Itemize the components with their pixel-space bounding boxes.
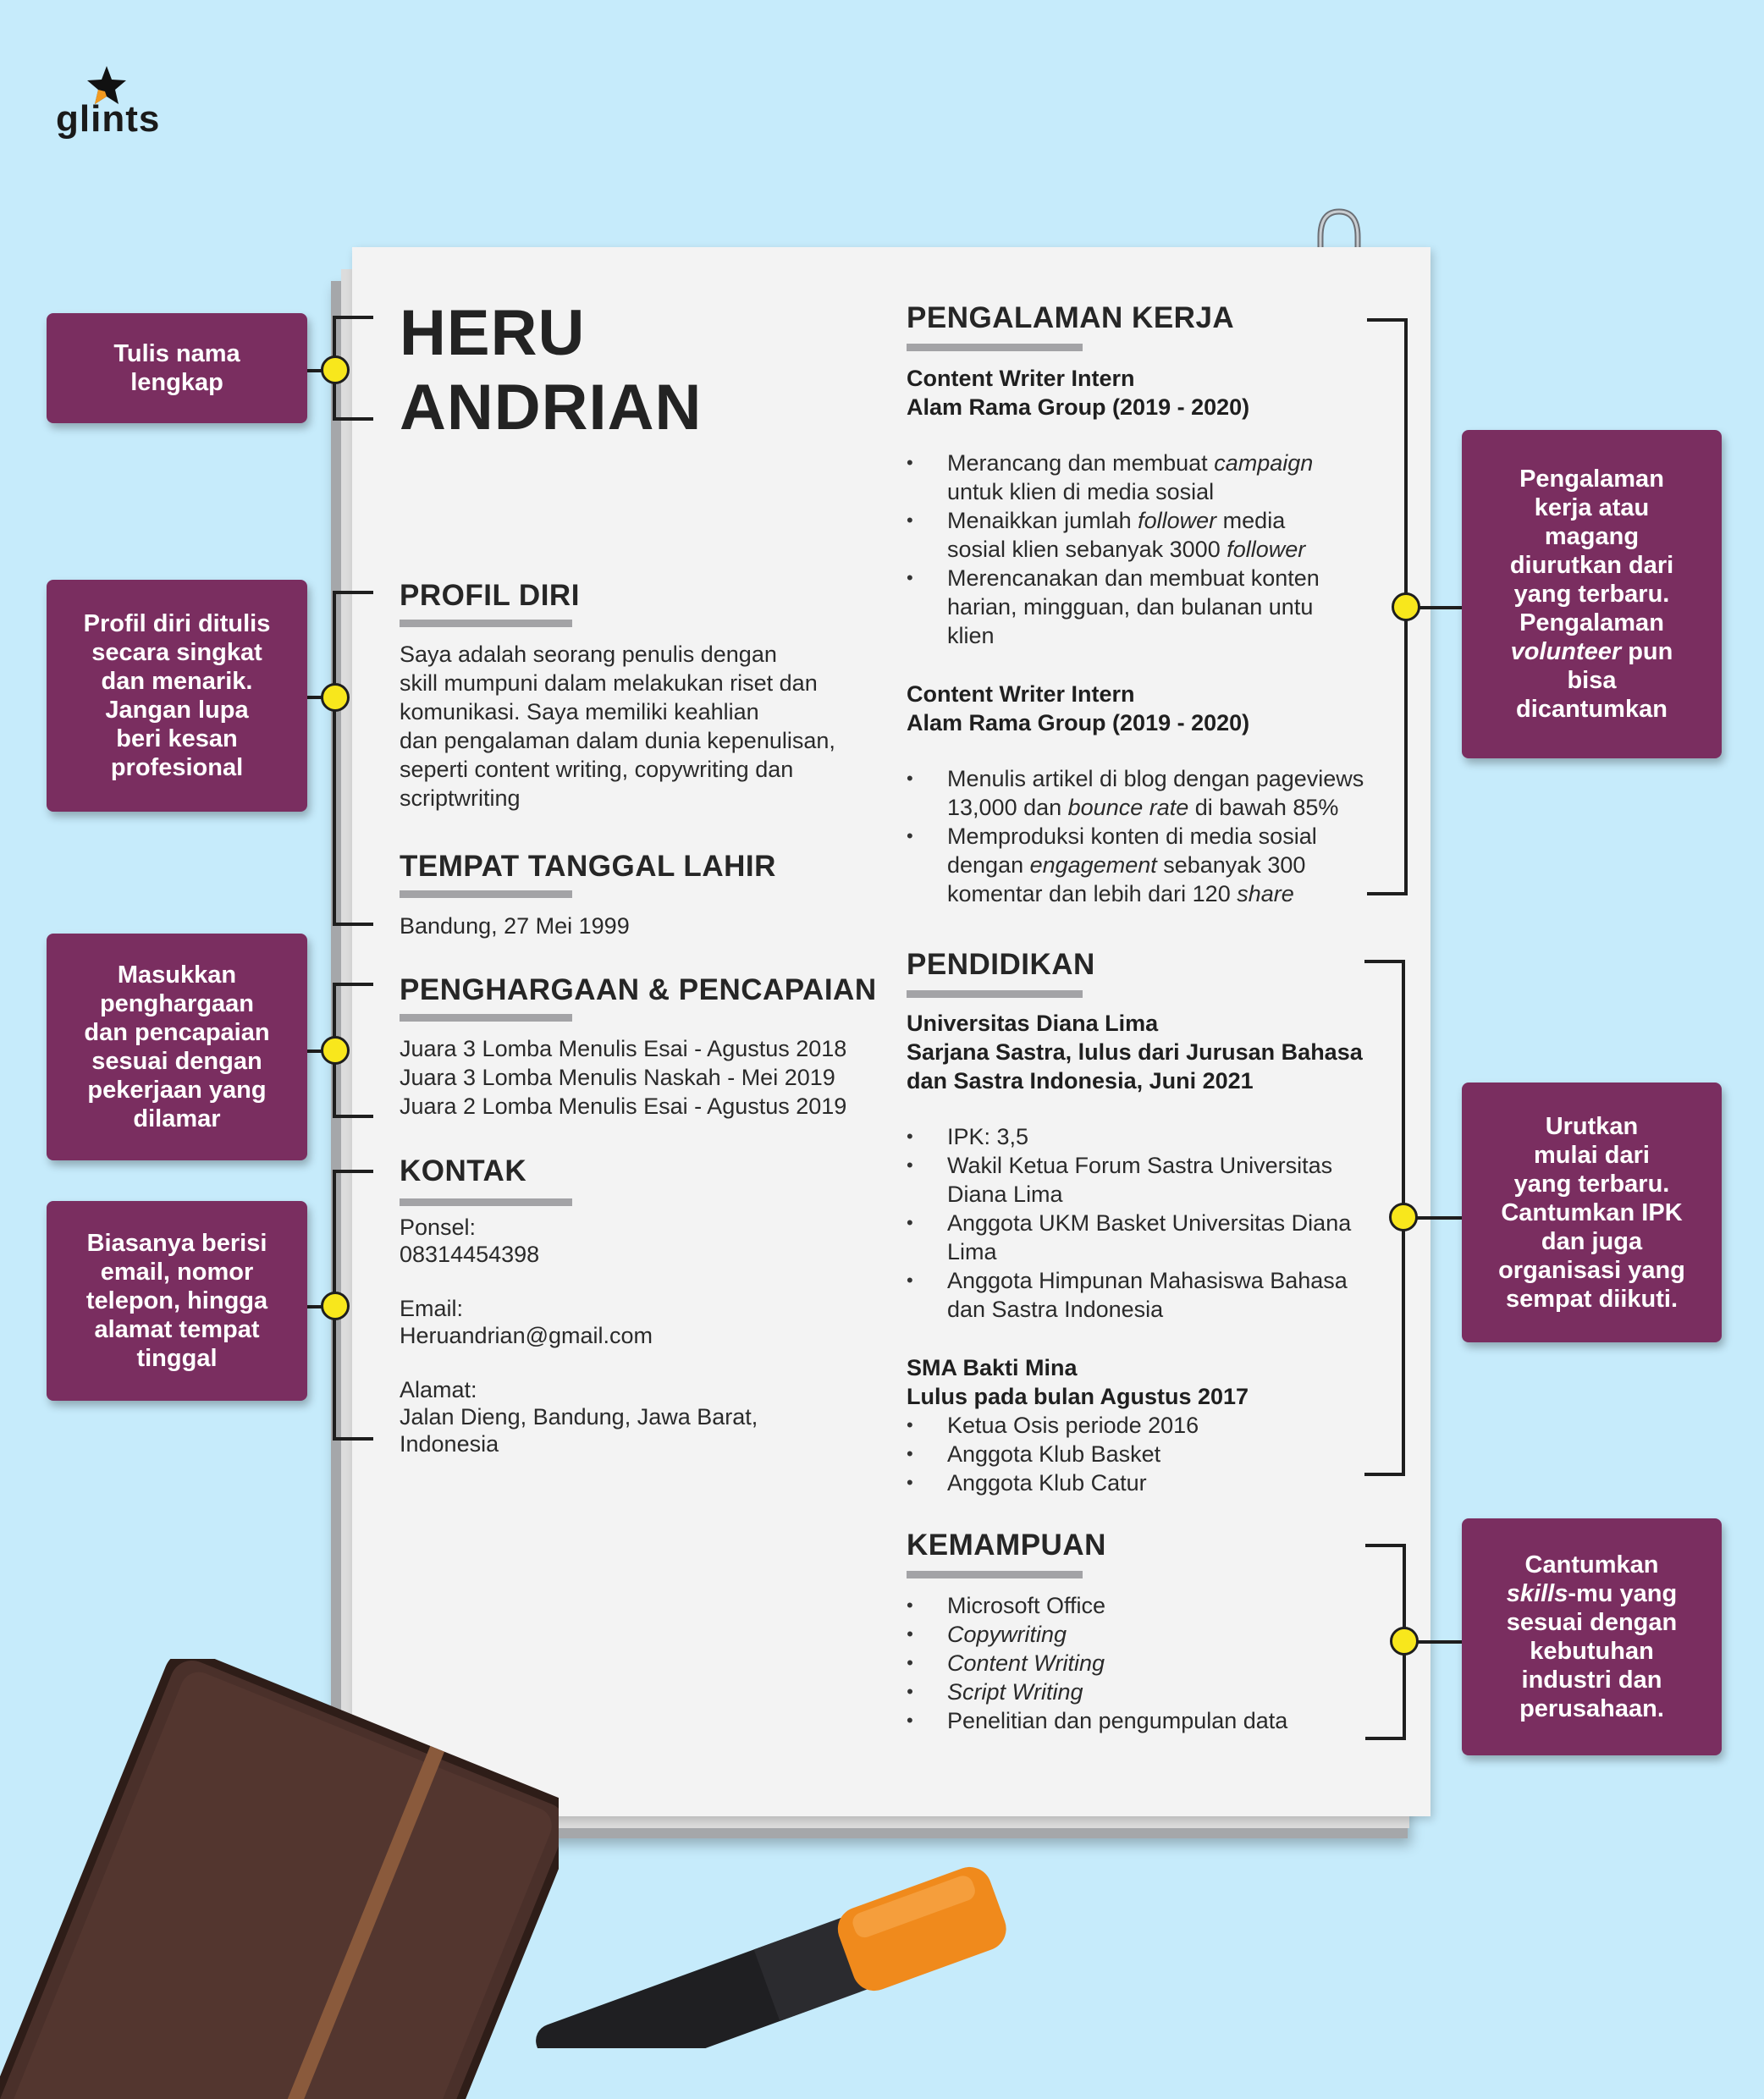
profile-line: dan pengalaman dalam dunia kepenulisan, [400, 728, 835, 753]
job-company: Alam Rama Group (2019 - 2020) [907, 710, 1250, 735]
education-highschool [907, 1353, 1414, 1497]
awards-heading-rule [400, 1014, 572, 1022]
skill-item: • Script Writing [907, 1678, 1414, 1706]
school-items [907, 1411, 1414, 1497]
address-label: Alamat: [400, 1377, 477, 1402]
note-experience: Pengalaman kerja atau magang diurutkan dari yang terbaru. Pengalaman volunteer pun bisa dicantumkan [1462, 430, 1722, 758]
contact-heading-rule [400, 1198, 572, 1206]
school-name: SMA Bakti Mina [907, 1355, 1078, 1380]
connector-dot [1392, 592, 1420, 621]
university-item: • Wakil Ketua Forum Sastra Universitas Diana Lima [907, 1151, 1414, 1209]
address-line: Indonesia [400, 1431, 499, 1457]
notebook-illustration [0, 1659, 559, 2099]
university-name: Universitas Diana Lima [907, 1011, 1159, 1036]
skill-item: • Content Writing [907, 1649, 1414, 1678]
job-1 [907, 364, 1414, 650]
job-bullet: • Merancang dan membuat campaign untuk klien di media sosial [907, 449, 1414, 506]
skill-item: • Copywriting [907, 1620, 1414, 1649]
resume-name [400, 296, 702, 445]
connector-dot [1389, 1203, 1418, 1231]
phone-value: 08314454398 [400, 1242, 540, 1267]
education-heading-rule [907, 990, 1083, 998]
job-bullet: • Menaikkan jumlah follower media sosial klien sebanyak 3000 follower [907, 506, 1414, 564]
university-item: • IPK: 3,5 [907, 1122, 1414, 1151]
job-2 [907, 680, 1414, 908]
birth-heading-rule [400, 890, 572, 898]
awards-list [400, 1034, 846, 1121]
note-full-name: Tulis nama lengkap [47, 313, 307, 423]
job-bullet: • Merencanakan dan membuat konten harian, mingguan, dan bulanan untu klien [907, 564, 1414, 650]
university-degree: dan Sastra Indonesia, Juni 2021 [907, 1068, 1254, 1094]
school-item: • Ketua Osis periode 2016 [907, 1411, 1414, 1440]
job-title: Content Writer Intern [907, 681, 1135, 707]
school-desc: Lulus pada bulan Agustus 2017 [907, 1384, 1249, 1409]
profile-text [400, 640, 835, 813]
profile-heading: PROFIL DIRI [400, 579, 580, 612]
experience-heading-rule [907, 344, 1083, 351]
address-line: Jalan Dieng, Bandung, Jawa Barat, [400, 1404, 758, 1430]
job-company: Alam Rama Group (2019 - 2020) [907, 394, 1250, 420]
award-item: Juara 3 Lomba Menulis Esai - Agustus 2018 [400, 1036, 847, 1061]
connector-dot [321, 1292, 350, 1320]
job-bullet: • Memproduksi konten di media sosial dengan engagement sebanyak 300 komentar dan lebih dari 120 share [907, 822, 1414, 908]
profile-line: seperti content writing, copywriting dan [400, 757, 794, 782]
profile-line: scriptwriting [400, 785, 521, 811]
contact-heading: KONTAK [400, 1154, 527, 1187]
note-education: Urutkan mulai dari yang terbaru. Cantumkan IPK dan juga organisasi yang sempat diikuti. [1462, 1083, 1722, 1342]
profile-line: komunikasi. Saya memiliki keahlian [400, 699, 759, 724]
profile-heading-rule [400, 620, 572, 627]
last-name: ANDRIAN [400, 372, 703, 443]
logo-text: glints [56, 98, 161, 140]
award-item: Juara 2 Lomba Menulis Esai - Agustus 2019 [400, 1094, 847, 1119]
education-heading: PENDIDIKAN [907, 948, 1095, 981]
awards-heading: PENGHARGAAN & PENCAPAIAN [400, 973, 877, 1006]
job-bullets [907, 764, 1414, 908]
university-item: • Anggota UKM Basket Universitas Diana Lima [907, 1209, 1414, 1266]
birth-heading: TEMPAT TANGGAL LAHIR [400, 850, 776, 883]
connector-dot [1390, 1627, 1419, 1656]
birth-value: Bandung, 27 Mei 1999 [400, 913, 630, 939]
profile-line: skill mumpuni dalam melakukan riset dan [400, 670, 818, 696]
note-contact: Biasanya berisi email, nomor telepon, hingga alamat tempat tinggal [47, 1201, 307, 1401]
profile-line: Saya adalah seorang penulis dengan [400, 642, 777, 667]
skill-item: • Penelitian dan pengumpulan data [907, 1706, 1414, 1735]
note-profile: Profil diri ditulis secara singkat dan menarik. Jangan lupa beri kesan profesional [47, 580, 307, 812]
note-skills: Cantumkan skills-mu yang sesuai dengan kebutuhan industri dan perusahaan. [1462, 1518, 1722, 1755]
connector-dot [321, 1036, 350, 1065]
job-title: Content Writer Intern [907, 366, 1135, 391]
connector-dot [321, 683, 350, 712]
skills-heading: KEMAMPUAN [907, 1529, 1106, 1562]
university-degree: Sarjana Sastra, lulus dari Jurusan Bahasa [907, 1039, 1363, 1065]
connector-dot [321, 355, 350, 384]
first-name: HERU [400, 297, 586, 369]
education-university [907, 1009, 1414, 1324]
email-label: Email: [400, 1296, 464, 1321]
school-item: • Anggota Klub Basket [907, 1440, 1414, 1468]
school-item: • Anggota Klub Catur [907, 1468, 1414, 1497]
award-item: Juara 3 Lomba Menulis Naskah - Mei 2019 [400, 1065, 835, 1090]
skills-list [907, 1591, 1414, 1735]
university-items [907, 1122, 1414, 1324]
job-bullets [907, 449, 1414, 650]
experience-heading: PENGALAMAN KERJA [907, 301, 1235, 334]
university-item: • Anggota Himpunan Mahasiswa Bahasa dan Sastra Indonesia [907, 1266, 1414, 1324]
phone-label: Ponsel: [400, 1215, 477, 1240]
note-awards: Masukkan penghargaan dan pencapaian sesuai dengan pekerjaan yang dilamar [47, 934, 307, 1160]
glints-logo [56, 66, 174, 146]
skill-item: • Microsoft Office [907, 1591, 1414, 1620]
email-value: Heruandrian@gmail.com [400, 1323, 653, 1348]
job-bullet: • Menulis artikel di blog dengan pageviews 13,000 dan bounce rate di bawah 85% [907, 764, 1414, 822]
contact-details [400, 1214, 758, 1457]
highlighter-marker-illustration [499, 1845, 1024, 2048]
skills-heading-rule [907, 1571, 1083, 1578]
